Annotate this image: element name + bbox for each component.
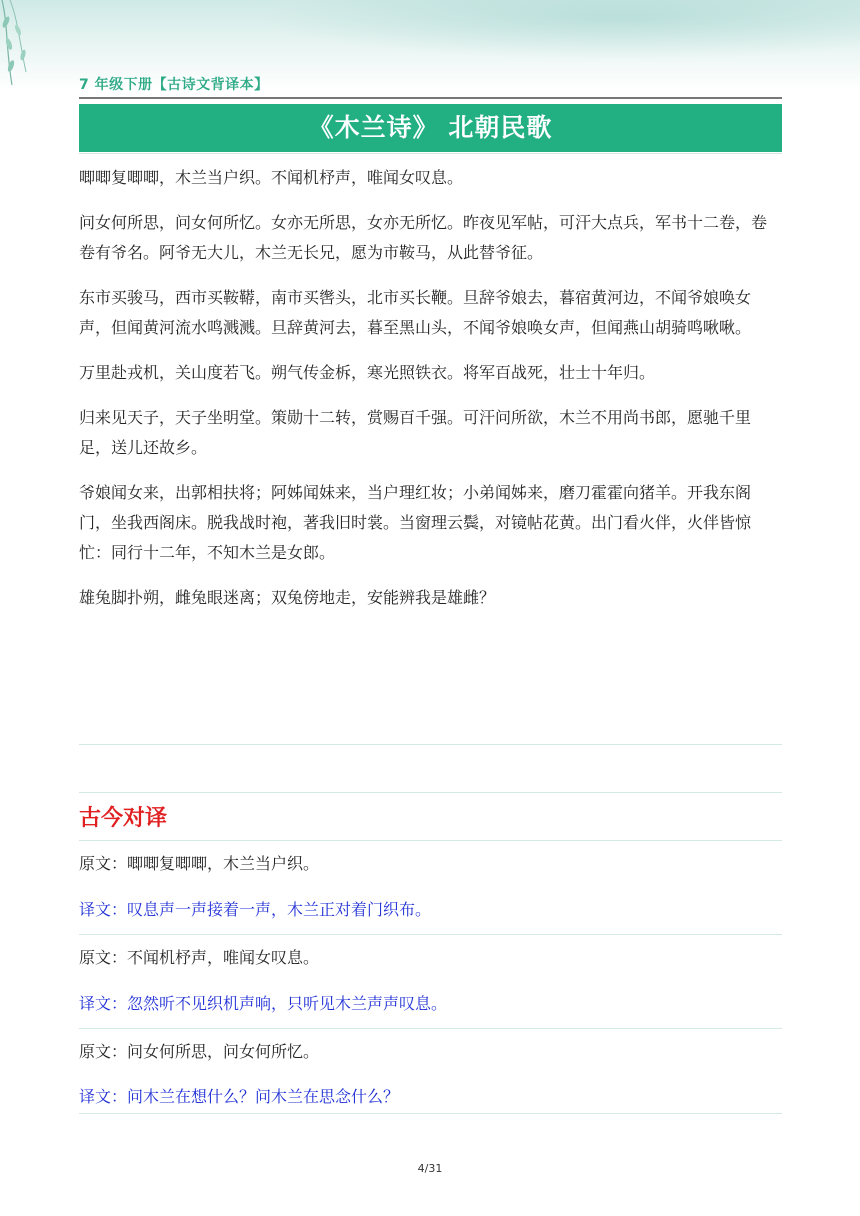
divider xyxy=(79,1028,782,1029)
title-underline xyxy=(79,153,782,154)
poem-paragraph: 问女何所思，问女何所忆。女亦无所思，女亦无所忆。昨夜见军帖，可汗大点兵，军书十二卷，卷卷有爷名。阿爷无大儿，木兰无长兄，愿为市鞍马，从此替爷征。 xyxy=(79,213,768,262)
divider xyxy=(79,744,782,745)
title-banner: 《木兰诗》 北朝民歌 xyxy=(79,104,782,152)
poem-paragraph: 万里赴戎机，关山度若飞。朔气传金柝，寒光照铁衣。将军百战死，壮士十年归。 xyxy=(79,363,656,382)
header-divider xyxy=(79,97,782,99)
poem-paragraph: 归来见天子，天子坐明堂。策勋十二转，赏赐百千强。可汗问所欲，木兰不用尚书郎，愿驰千里足，送儿还故乡。 xyxy=(79,408,752,457)
original-text: 原文：问女何所思，问女何所忆。 xyxy=(79,1042,320,1061)
poem-paragraph: 东市买骏马，西市买鞍鞯，南市买辔头，北市买长鞭。旦辞爷娘去，暮宿黄河边，不闻爷娘唤女声，但闻黄河流水鸣溅溅。旦辞黄河去，暮至黑山头，不闻爷娘唤女声，但闻燕山胡骑鸣啾啾。 xyxy=(79,288,752,337)
divider xyxy=(79,840,782,841)
mist-decoration xyxy=(260,0,860,60)
translated-text: 译文：叹息声一声接着一声，木兰正对着门织布。 xyxy=(79,900,432,919)
page-number: 4/31 xyxy=(417,1162,443,1175)
original-text: 原文：不闻机杼声，唯闻女叹息。 xyxy=(79,948,320,967)
poem-paragraph: 唧唧复唧唧，木兰当户织。不闻机杼声，唯闻女叹息。 xyxy=(79,168,464,187)
header-label: 7 年级下册【古诗文背译本】 xyxy=(79,77,269,93)
poem-body xyxy=(79,163,782,628)
poem-paragraph: 雄兔脚扑朔，雌兔眼迷离；双兔傍地走，安能辨我是雄雌？ xyxy=(79,588,496,607)
translated-text: 译文：问木兰在想什么？问木兰在思念什么？ xyxy=(79,1087,400,1106)
divider xyxy=(79,792,782,793)
section-heading: 古今对译 xyxy=(79,806,168,831)
divider xyxy=(79,934,782,935)
willow-branch-icon xyxy=(0,0,60,90)
translated-text: 译文：忽然听不见织机声响，只听见木兰声声叹息。 xyxy=(79,994,448,1013)
poem-paragraph: 爷娘闻女来，出郭相扶将；阿姊闻妹来，当户理红妆；小弟闻姊来，磨刀霍霍向猪羊。开我东阁门，坐我西阁床。脱我战时袍，著我旧时裳。当窗理云鬓，对镜帖花黄。出门看火伴，火伴皆惊忙：同行十二年，不知木兰是女郎。 xyxy=(79,483,752,562)
divider xyxy=(79,1113,782,1114)
original-text: 原文：唧唧复唧唧，木兰当户织。 xyxy=(79,854,320,873)
